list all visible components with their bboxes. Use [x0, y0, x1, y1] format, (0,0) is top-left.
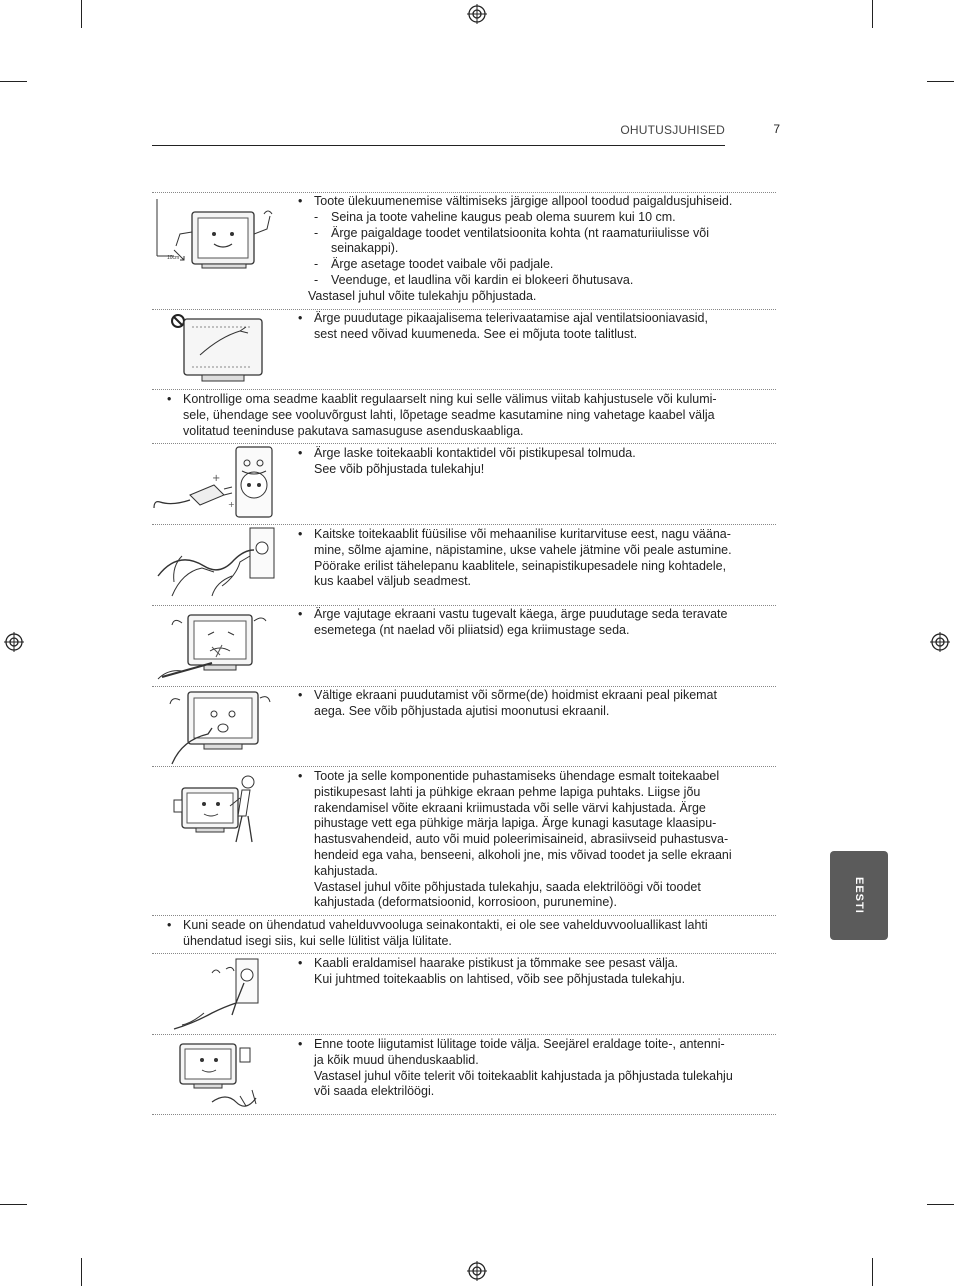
vents-text	[298, 311, 708, 343]
row-divider	[152, 524, 776, 525]
list-item-continuation: esemetega (nt naelad või pliiatsid) ega kriimustage seda.	[314, 622, 630, 637]
list-item: - Ärge paigaldage toodet ventilatsioonita kohta (nt raamaturiiulisse või	[314, 225, 710, 240]
scratching-screen-illustration	[152, 607, 282, 685]
list-item-continuation: rakendamisel võite ekraani kriimustada või selle värvi kahjustada. Ärge	[314, 800, 706, 815]
registration-mark-icon	[4, 632, 24, 652]
row-divider	[152, 686, 776, 687]
list-item-continuation: aega. See võib põhjustada ajutisi moonutusi ekraanil.	[314, 703, 610, 718]
row-divider	[152, 1114, 776, 1115]
crop-mark	[81, 1258, 82, 1286]
list-item: • Kaitske toitekaablit füüsilise või mehaanilise kuritarvituse eest, nagu vääna-	[298, 527, 731, 541]
crop-mark	[0, 81, 27, 82]
list-item: - Veenduge, et laudlina või kardin ei blokeeri õhutusava.	[314, 272, 634, 287]
row-divider	[152, 192, 776, 193]
list-item-continuation: kus kaabel väljub seadmest.	[314, 574, 472, 589]
list-item: • Kontrollige oma seadme kaablit regulaarselt ning kui selle välimus viitab kahjustusele või kulumi-	[167, 392, 717, 406]
list-item: • Ärge puudutage pikaajalisema telerivaatamise ajal ventilatsiooniavasid,	[298, 311, 708, 325]
page-number: 7	[773, 122, 780, 136]
list-item-continuation: sele, ühendage see vooluvõrgust lahti, lõpetage seadme kasutamine ning vahetage kaabel välja	[183, 407, 715, 422]
crop-mark	[81, 0, 82, 28]
protect-cable-text	[298, 527, 732, 590]
row-divider	[152, 766, 776, 767]
crop-mark	[872, 0, 873, 28]
crop-mark	[927, 1204, 954, 1205]
list-item-continuation: ja kõik muud ühenduskaablid.	[314, 1052, 479, 1067]
list-item-continuation: hendeid ega vaha, benseeni, alkoholi jne, mis võivad toodet ja selle ekraani	[314, 847, 732, 862]
row-divider	[152, 605, 776, 606]
list-item: • Toote ülekuumenemise vältimiseks järgige allpool toodud paigaldusjuhiseid.	[298, 194, 733, 208]
language-tab-label: EESTI	[853, 877, 865, 914]
list-item-continuation: pihustage vett ega pühkige märja lapiga. Ärge kunagi kasutage klaasipu-	[314, 816, 717, 831]
list-item-continuation: seinakappi).	[331, 241, 399, 256]
header-divider	[152, 145, 725, 146]
list-item: • Vältige ekraani puudutamist või sõrme(de) hoidmist ekraani peal pikemat	[298, 688, 717, 702]
tv-wall-distance-illustration	[152, 194, 282, 308]
svg-text:+: +	[212, 473, 221, 484]
list-item-continuation: ühendatud isegi siis, kui selle lülitist välja lülitate.	[183, 933, 452, 948]
row-divider	[152, 443, 776, 444]
row-divider	[152, 915, 776, 916]
list-item-continuation: pistikupesast lahti ja pühkige ekraan pehme lapiga puhtaks. Liigse jõu	[314, 784, 701, 799]
pulling-plug-illustration	[152, 955, 282, 1033]
cleaning-text	[298, 769, 732, 911]
list-item-continuation: See võib põhjustada tulekahju!	[314, 461, 485, 476]
svg-text:+: +	[228, 500, 235, 509]
row-divider	[152, 389, 776, 390]
touching-screen-illustration	[152, 688, 282, 765]
dusty-plug-illustration	[152, 445, 282, 523]
cable-check-text	[167, 392, 717, 439]
list-item: - Seina ja toote vaheline kaugus peab olema suurem kui 10 cm.	[314, 209, 676, 224]
press-screen-text	[298, 607, 728, 639]
list-item-continuation: hastusvahendeid, auto või muid poleerimisaineid, abrasiivseid puhastusva-	[314, 832, 729, 847]
list-item: • Kuni seade on ühendatud vahelduvvooluga seinakontakti, ei ole see vahelduvvooluallikast lahti	[167, 918, 708, 932]
list-item: • Kaabli eraldamisel haarake pistikust ja tõmmake see pesast välja.	[298, 956, 679, 970]
list-item-continuation: volitatud teeninduse pakutava samasuguse asenduskaabliga.	[183, 423, 524, 438]
language-tab	[830, 851, 888, 940]
list-item-continuation: Vastasel juhul võite põhjustada tulekahju, saada elektrilöögi või toodet	[314, 879, 701, 894]
install-text	[298, 194, 733, 305]
warning-note: Vastasel juhul võite tulekahju põhjustada.	[308, 288, 537, 303]
list-item-continuation: Kui juhtmed toitekaablis on lahtised, võib see põhjustada tulekahju.	[314, 971, 686, 986]
distance-label: 10cm	[167, 255, 180, 261]
cleaning-tv-illustration	[152, 768, 282, 914]
dust-text	[298, 446, 636, 478]
list-item-continuation: Vastasel juhul võite telerit või toitekaablit kahjustada ja põhjustada tulekahju	[314, 1068, 733, 1083]
row-divider	[152, 309, 776, 310]
touch-screen-text	[298, 688, 717, 720]
cable-twisting-illustration	[152, 526, 282, 604]
list-item: • Ärge laske toitekaabli kontaktidel või pistikupesal tolmuda.	[298, 446, 636, 460]
registration-mark-icon	[930, 632, 950, 652]
section-title: OHUTUSJUHISED	[620, 123, 725, 137]
list-item: • Enne toote liigutamist lülitage toide välja. Seejärel eraldage toite-, antenni-	[298, 1037, 725, 1051]
list-item-continuation: kahjustada.	[314, 863, 378, 878]
registration-mark-icon	[467, 1261, 487, 1281]
crop-mark	[872, 1258, 873, 1286]
list-item: • Ärge vajutage ekraani vastu tugevalt käega, ärge puudutage seda teravate	[298, 607, 728, 621]
crop-mark	[927, 81, 954, 82]
list-item-continuation: Pöörake erilist tähelepanu kaablitele, seinapistikupesadele ning kohtadele,	[314, 558, 727, 573]
tv-vents-illustration	[152, 311, 282, 388]
list-item-continuation: sest need võivad kuumeneda. See ei mõjuta toote talitlust.	[314, 326, 638, 341]
list-item: - Ärge asetage toodet vaibale või padjale.	[314, 257, 554, 272]
moving-text	[298, 1037, 733, 1100]
list-item-continuation: või saada elektrilöögi.	[314, 1084, 435, 1099]
unplug-text	[298, 956, 686, 988]
disconnect-cables-illustration	[152, 1036, 282, 1113]
list-item: • Toote ja selle komponentide puhastamiseks ühendage esmalt toitekaabel	[298, 769, 720, 783]
crop-mark	[0, 1204, 27, 1205]
row-divider	[152, 1034, 776, 1035]
row-divider	[152, 953, 776, 954]
list-item-continuation: kahjustada (deformatsioonid, korrosioon, purunemine).	[314, 895, 617, 910]
list-item-continuation: mine, sõlme ajamine, näpistamine, ukse vahele jätmine või peale astumine.	[314, 542, 732, 557]
registration-mark-icon	[467, 4, 487, 24]
ac-outlet-text	[167, 918, 708, 950]
